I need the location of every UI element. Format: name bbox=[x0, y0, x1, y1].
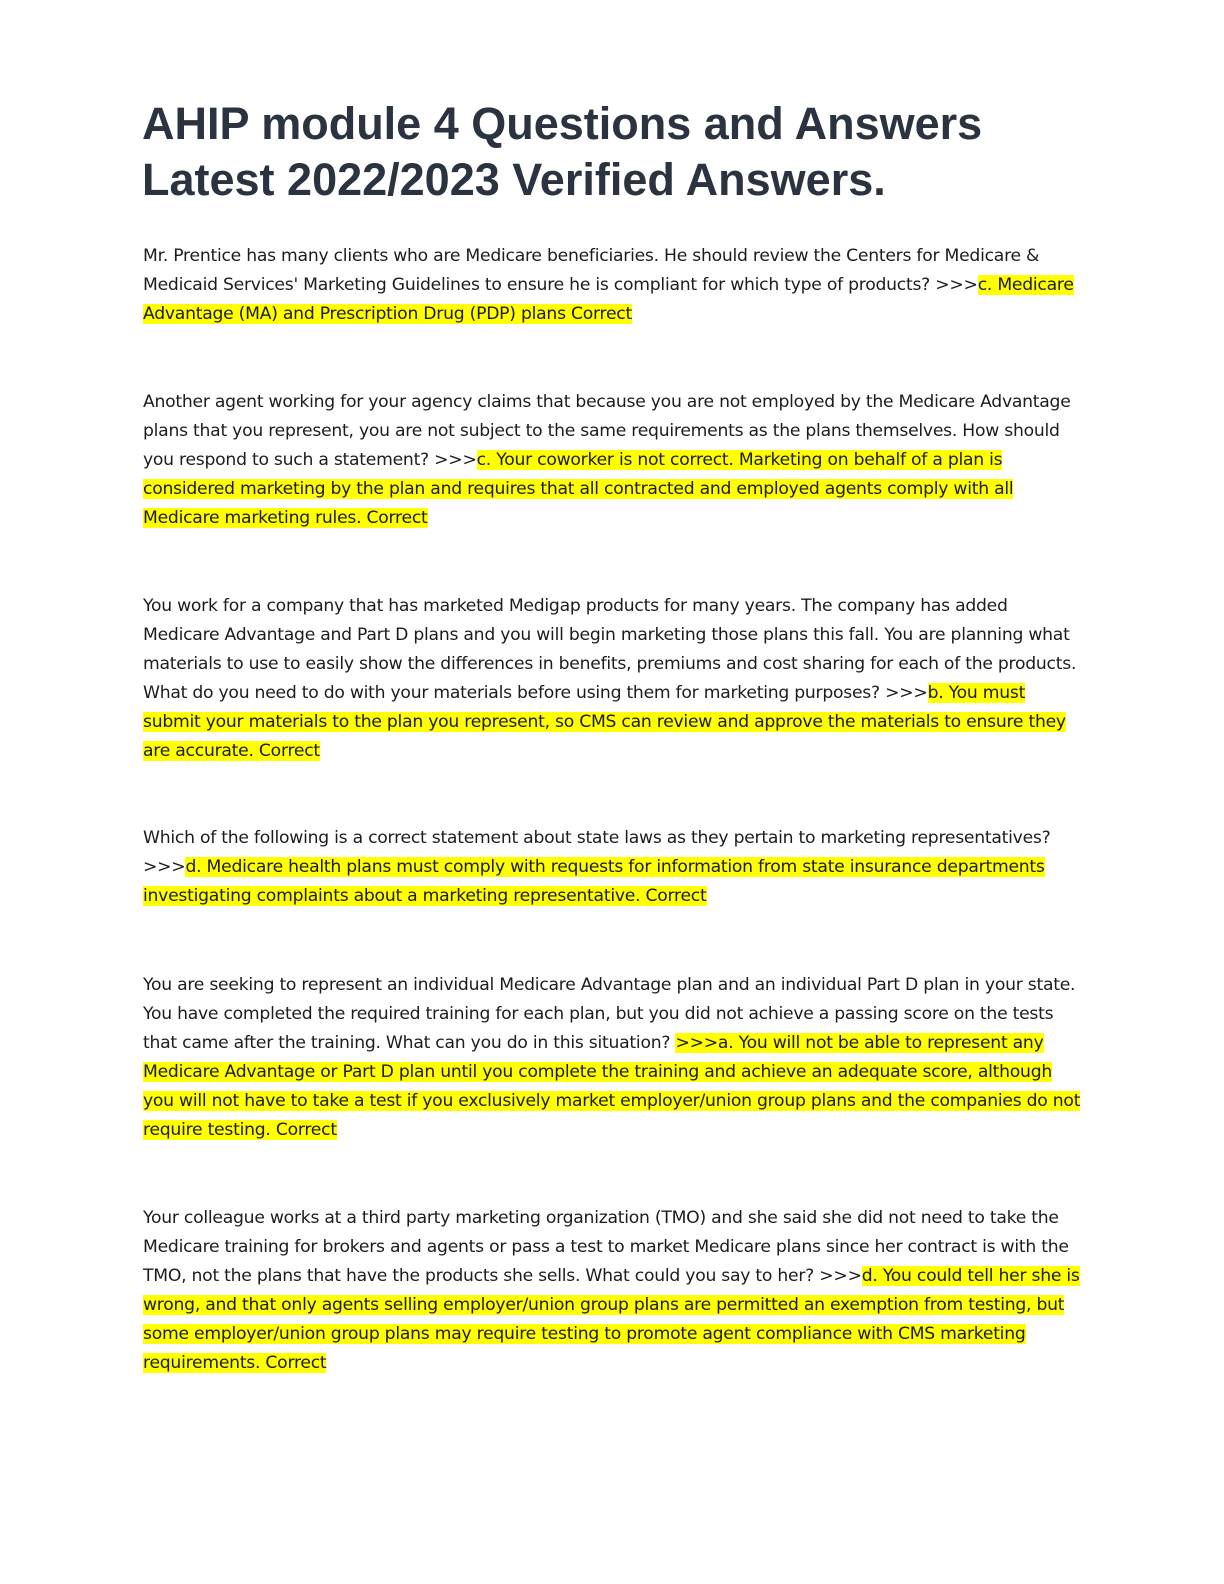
qa-item bbox=[143, 971, 1083, 1144]
answer-highlight: c. Your coworker is not correct. Marketing on behalf of a plan is considered marketing by the plan and requires that all contracted and employed agents comply with all Medicare marketing rules. Correct bbox=[143, 449, 1014, 528]
answer-highlight: d. Medicare health plans must comply with requests for information from state insurance departments investigating complaints about a marketing representative. Correct bbox=[143, 856, 1045, 906]
qa-item bbox=[143, 824, 1083, 911]
answer-highlight: c. Medicare Advantage (MA) and Prescription Drug (PDP) plans Correct bbox=[143, 274, 1074, 324]
answer-highlight: b. You must submit your materials to the plan you represent, so CMS can review and approve the materials to ensure they are accurate. Correct bbox=[143, 682, 1066, 761]
question-text: Another agent working for your agency claims that because you are not employed by the Medicare Advantage plans that you represent, you are not subject to the same requirements as the plans themselves. How should you respond to such a statement? >>> bbox=[143, 392, 1071, 470]
qa-item bbox=[143, 1204, 1083, 1377]
question-text: You work for a company that has marketed Medigap products for many years. The company has added Medicare Advantage and Part D plans and you will begin marketing those plans this fall. You are planning what materials to use to easily show the differences in benefits, premiums and cost sharing for each of the products. What do you need to do with your materials before using them for marketing purposes? >>> bbox=[143, 596, 1077, 703]
answer-highlight: >>>a. You will not be able to represent any Medicare Advantage or Part D plan until you complete the training and achieve an adequate score, although you will not have to take a test if you exclusively market employer/union group plans and the companies do not require testing. Correct bbox=[143, 1032, 1081, 1140]
qa-item bbox=[143, 388, 1083, 533]
answer-highlight: d. You could tell her she is wrong, and that only agents selling employer/union group plans are permitted an exemption from testing, but some employer/union group plans may require testing to promote agent compliance with CMS marketing requirements. Correct bbox=[143, 1265, 1080, 1373]
document-title: AHIP module 4 Questions and Answers Latest 2022/2023 Verified Answers. bbox=[142, 98, 983, 205]
question-text: Which of the following is a correct statement about state laws as they pertain to marketing representatives? >>> bbox=[143, 828, 1051, 877]
question-text: Your colleague works at a third party marketing organization (TMO) and she said she did not need to take the Medicare training for brokers and agents or pass a test to market Medicare plans since her contract is with the TMO, not the plans that have the products she sells. What could you say to her? >>> bbox=[143, 1208, 1069, 1286]
qa-item bbox=[143, 242, 1083, 329]
question-text: Mr. Prentice has many clients who are Medicare beneficiaries. He should review the Centers for Medicare & Medicaid Services' Marketing Guidelines to ensure he is compliant for which type of products? >>> bbox=[143, 246, 1040, 295]
question-text: You are seeking to represent an individual Medicare Advantage plan and an individual Part D plan in your state. You have completed the required training for each plan, but you did not achieve a passing score on the tests that came after the training. What can you do in this situation? bbox=[143, 975, 1076, 1053]
qa-item bbox=[143, 592, 1083, 765]
